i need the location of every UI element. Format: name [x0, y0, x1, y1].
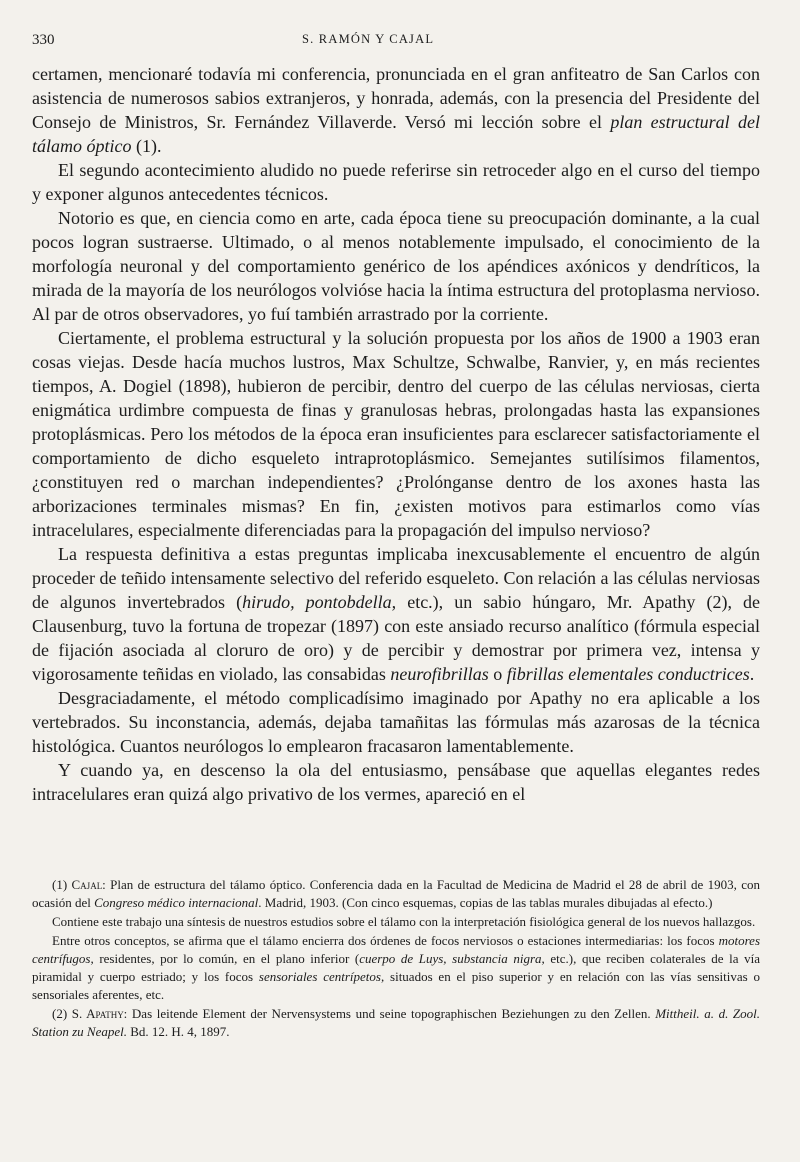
text-run: . Madrid, 1903. (Con cinco esquemas, copias de las tablas murales dibujadas al efecto.): [258, 895, 713, 910]
body-text: [32, 62, 760, 806]
text-run: La respuesta definitiva a estas preguntas implicaba inexcusablemente el encuentro de algún proceder de teñido intensamente selectivo del referido esqueleto. Con relación a las células nerviosas de algunos invertebrados (: [32, 544, 760, 612]
paragraph: El segundo acontecimiento aludido no puede referirse sin retroceder algo en el curso del tiempo y exponer algunos antecedentes técnicos.: [32, 160, 760, 204]
paragraph: Notorio es que, en ciencia como en arte, cada época tiene su preocupación dominante, a la cual pocos logran sustraerse. Ultimado, o al menos notablemente impulsado, el conocimiento de la morfología neuronal y del comportamiento genérico de los apéndices axónicos y dendríticos, la mirada de la mayoría de los neurólogos volvióse hacia la íntima estructura del protoplasma nervioso. Al par de otros observadores, yo fuí también arrastrado por la corriente.: [32, 208, 760, 324]
paragraph: Desgraciadamente, el método complicadísimo imaginado por Apathy no era aplicable a los vertebrados. Su inconstancia, además, dejaba tamañitas las fórmulas más azarosas de la técnica histológica. Cuantos neurólogos lo emplearon fracasaron lamentablemente.: [32, 688, 760, 756]
footnote-author: S. Apathy:: [71, 1006, 128, 1021]
footnotes: [32, 876, 760, 1042]
paragraph: Ciertamente, el problema estructural y la solución propuesta por los años de 1900 a 1903 eran cosas viejas. Desde hacía muchos lustros, Max Schultze, Schwalbe, Ranvier, y, en más recientes tiempos, A. Dogiel (1898), hubieron de percibir, dentro del cuerpo de las células nerviosas, cierta enigmática urdimbre compuesta de finas y granulosas hebras, prolongadas hasta las expansiones protoplásmicas. Pero los métodos de la época eran insuficientes para esclarecer satisfactoriamente el comportamiento de dicho esqueleto intraprotoplásmico. Semejantes sutilísimos filamentos, ¿constituyen red o marchan independientes? ¿Prolónganse dentro de los axones hasta las arborizaciones terminales mismas? En fin, ¿existen motivos para estimarlos como vías intracelulares, especialmente diferenciadas para la propagación del impulso nervioso?: [32, 328, 760, 540]
page-number: 330: [32, 32, 55, 48]
text-run: Entre otros conceptos, se afirma que el tálamo encierra dos órdenes de focos nerviosos o estaciones intermediarias: los focos: [52, 933, 719, 948]
text-run: etc.), que reciben colaterales de la vía piramidal y cuerpo estriado; y los focos: [32, 951, 761, 984]
text-run: Das leitende Element der Nervensystems und seine topographischen Beziehungen zu den Zellen.: [127, 1006, 656, 1021]
italic-term: motores centrífugos,: [32, 933, 760, 966]
footnote-paragraph: Contiene este trabajo una síntesis de nuestros estudios sobre el tálamo con la interpretación fisiológica general de los nuevos hallazgos.: [52, 914, 756, 929]
text-run: etc.), un sabio húngaro, Mr. Apathy (2), de Clausenburg, tuvo la fortuna de tropezar (1897) con este ansiado recurso analítico (fórmula especial de fijación asociada al cloruro de oro) y de percibir y demostrar por primera vez, intensa y vigorosamente teñidas en violado, las consabidas: [32, 592, 760, 684]
footnote: [32, 1005, 760, 1041]
text-run: .: [749, 664, 755, 684]
text-run: situados en el piso superior y en relación con las vías sensitivas o sensoriales aferentes, etc.: [32, 969, 761, 1002]
footnote-paragraph: [32, 932, 760, 1004]
italic-term: sensoriales centrípetos,: [258, 969, 385, 984]
italic-title: plan estructural del tálamo óptico: [32, 112, 760, 156]
italic-term: neurofibrillas: [390, 664, 489, 684]
text-run: certamen, mencionaré todavía mi conferencia, pronunciada en el gran anfiteatro de San Carlos con asistencia de numerosos sabios extranjeros, y honrada, además, con la presencia del Presidente del Consejo de Ministros, Sr. Fernández Villaverde. Versó mi lección sobre el: [32, 64, 760, 132]
italic-term: Congreso médico internacional: [94, 895, 259, 910]
text-run: residentes, por lo común, en el plano inferior (: [93, 951, 360, 966]
text-run: (1).: [131, 136, 162, 156]
paragraph: [32, 542, 760, 686]
paragraph: [32, 62, 760, 158]
page-header: [32, 26, 760, 50]
italic-term: hirudo, pontobdella,: [242, 592, 397, 612]
footnote-number: (1): [52, 877, 68, 892]
italic-term: Mittheil. a. d. Zool. Station zu Neapel.: [32, 1006, 760, 1039]
footnote: [32, 876, 760, 912]
footnote-author: Cajal:: [71, 877, 106, 892]
text-run: Plan de estructura del tálamo óptico. Conferencia dada en la Facultad de Medicina de Madrid el 28 de abril de 1903, con ocasión del: [32, 877, 761, 910]
footnote-number: (2): [52, 1006, 68, 1021]
text-run: Bd. 12. H. 4, 1897.: [126, 1024, 230, 1039]
text-run: o: [488, 664, 507, 684]
running-head: S. RAMÓN Y CAJAL: [302, 32, 435, 46]
paragraph: Y cuando ya, en descenso la ola del entusiasmo, pensábase que aquellas elegantes redes intracelulares eran quizá algo privativo de los vermes, apareció en el: [32, 760, 760, 804]
italic-term: cuerpo de Luys, substancia nigra,: [359, 951, 545, 966]
italic-term: fibrillas elementales conductrices: [506, 664, 750, 684]
